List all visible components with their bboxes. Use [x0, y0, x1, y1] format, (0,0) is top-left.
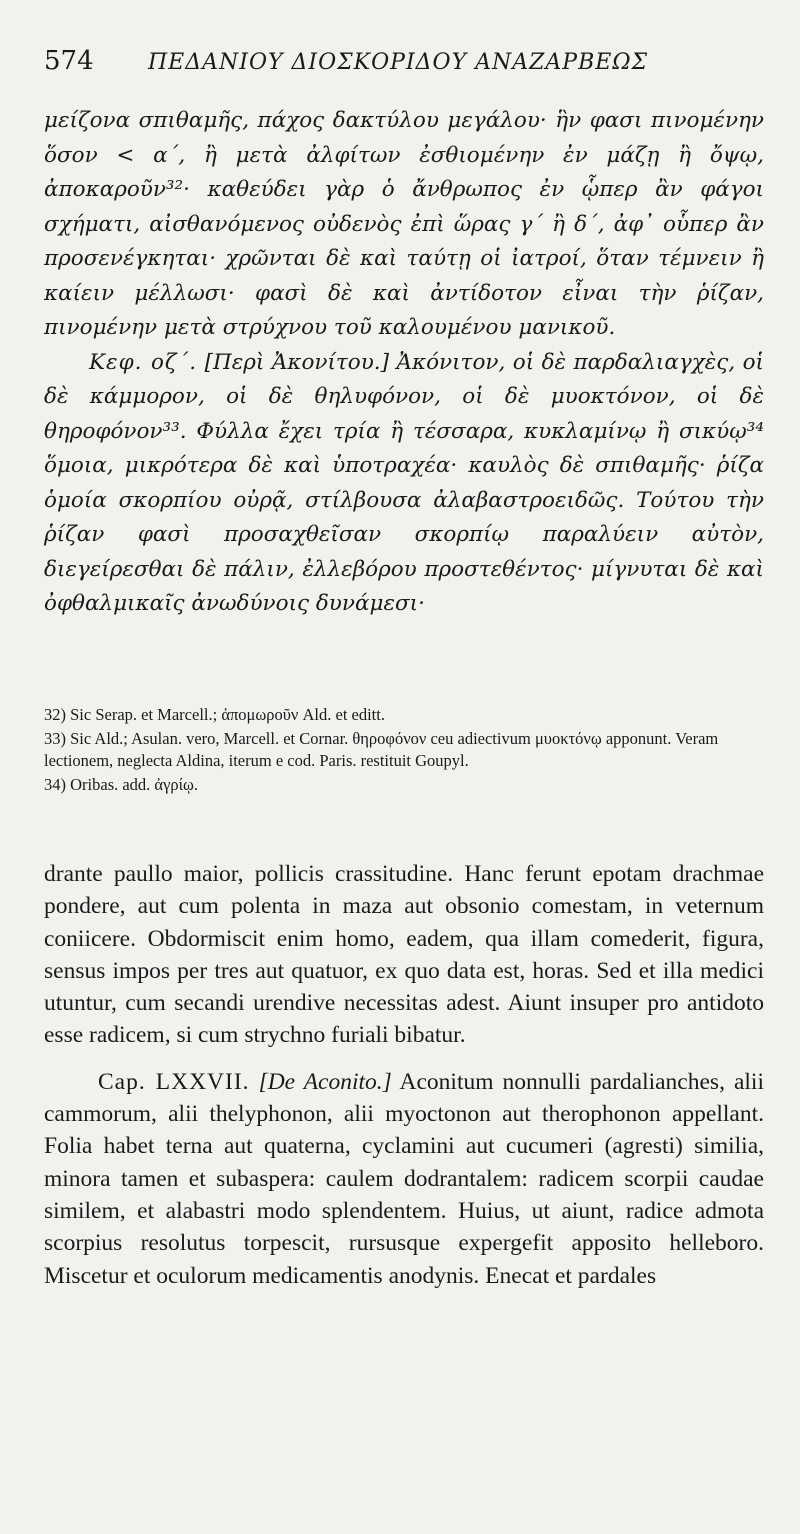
greek-chapter-title: [Περὶ Ἀκονίτου.] [204, 349, 390, 375]
greek-chapter-text: Ἀκόνιτον, οἱ δὲ παρδαλιαγχὲς, οἱ δὲ κάμμορον, οἱ δὲ θηλυφόνον, οἱ δὲ μυοκτόνον, οἱ δὲ θηροφόνον³³. Φύλλα ἔχει τρία ἢ τέσσαρα, κυκλαμίνῳ ἢ σικύῳ³⁴ ὅμοια, μικρότερα δὲ καὶ ὑποτραχέα· καυλὸς δὲ σπιθαμῆς· ῥίζα ὁμοία σκορπίου οὐρᾷ, στίλβουσα ἀλαβαστροειδῶς. Τούτου τὴν ῥίζαν φασὶ προσαχθεῖσαν σκορπίῳ παραλύειν αὐτὸν, διεγείρεσθαι δὲ πάλιν, ἐλλεβόρου προστεθέντος· μίγνυται δὲ καὶ ὀφθαλμικαῖς ἀνωδύνοις δυνάμεσι· [44, 349, 764, 616]
latin-chapter-title: [De Aconito.] [258, 1068, 392, 1095]
latin-chapter-text: Aconitum nonnulli pardalianches, alii cammorum, alii thelyphonon, alii myoctonon aut therophonon appellant. Folia habet terna aut quaterna, cyclamini aut cucumeri (agresti) similia, minora tamen et subaspera: caulem dodrantalem: radicem scorpii caudae similem, et alabastri modo splendentem. Huius, ut aiunt, radice admota scorpius resolutus torpescit, rursusque expergefit apposito helleboro. Miscetur et oculorum medicamentis anodynis. Enecat et pardales [44, 1068, 764, 1289]
latin-text [44, 858, 764, 1292]
greek-text [44, 104, 764, 622]
latin-chapter-label: Cap. LXXVII. [98, 1068, 250, 1095]
running-head: ΠΕΔΑΝΙΟΥ ΔΙΟΣΚΟΡΙΔΟΥ ΑΝΑΖΑΡΒΕΩΣ [148, 50, 649, 75]
footnote: 33) Sic Ald.; Asulan. vero, Marcell. et Cornar. θηροφόνον ceu adiectivum μυοκτόνῳ apponunt. Veram lectionem, neglecta Aldina, iterum e cod. Paris. restituit Goupyl. [44, 729, 719, 770]
footnote: 34) Oribas. add. ἀγρίῳ. [44, 775, 199, 794]
latin-paragraph: drante paullo maior, pollicis crassitudine. Hanc ferunt epotam drachmae pondere, aut cum polenta in maza aut obsonio comestam, in veternum coniicere. Obdormiscit enim homo, eadem, qua illam comederit, figura, sensus impos per tres aut quatuor, ex quo data est, horas. Sed et illa medici utuntur, cum secandi urendive necessitas adest. Aiunt insuper pro antidoto esse radicem, si cum strychno furiali bibatur. [44, 861, 764, 1049]
greek-chapter-paragraph [44, 346, 764, 622]
page-number: 574 [44, 46, 94, 76]
footnote: 32) Sic Serap. et Marcell.; ἀπομωροῦν Ald. et editt. [44, 705, 385, 724]
page-header [44, 46, 760, 86]
greek-chapter-label: Κεφ. οζ΄. [89, 349, 198, 375]
footnotes [44, 704, 764, 796]
latin-chapter-paragraph [44, 1066, 764, 1292]
greek-paragraph: μείζονα σπιθαμῆς, πάχος δακτύλου μεγάλου· ἣν φασι πινομένην ὅσον < α΄, ἢ μετὰ ἀλφίτων ἐσθιομένην ἐν μάζῃ ἢ ὄψῳ, ἀποκαροῦν³²· καθεύδει γὰρ ὁ ἄνθρωπος ἐν ᾧπερ ἂν φάγοι σχήματι, αἰσθανόμενος οὐδενὸς ἐπὶ ὥρας γ΄ ἢ δ΄, ἀφ᾽ οὗπερ ἂν προσενέγκηται· χρῶνται δὲ καὶ ταύτῃ οἱ ἰατροί, ὅταν τέμνειν ἢ καίειν μέλλωσι· φασὶ δὲ καὶ ἀντίδοτον εἶναι τὴν ῥίζαν, πινομένην μετὰ στρύχνου τοῦ καλουμένου μανικοῦ. [44, 108, 764, 340]
